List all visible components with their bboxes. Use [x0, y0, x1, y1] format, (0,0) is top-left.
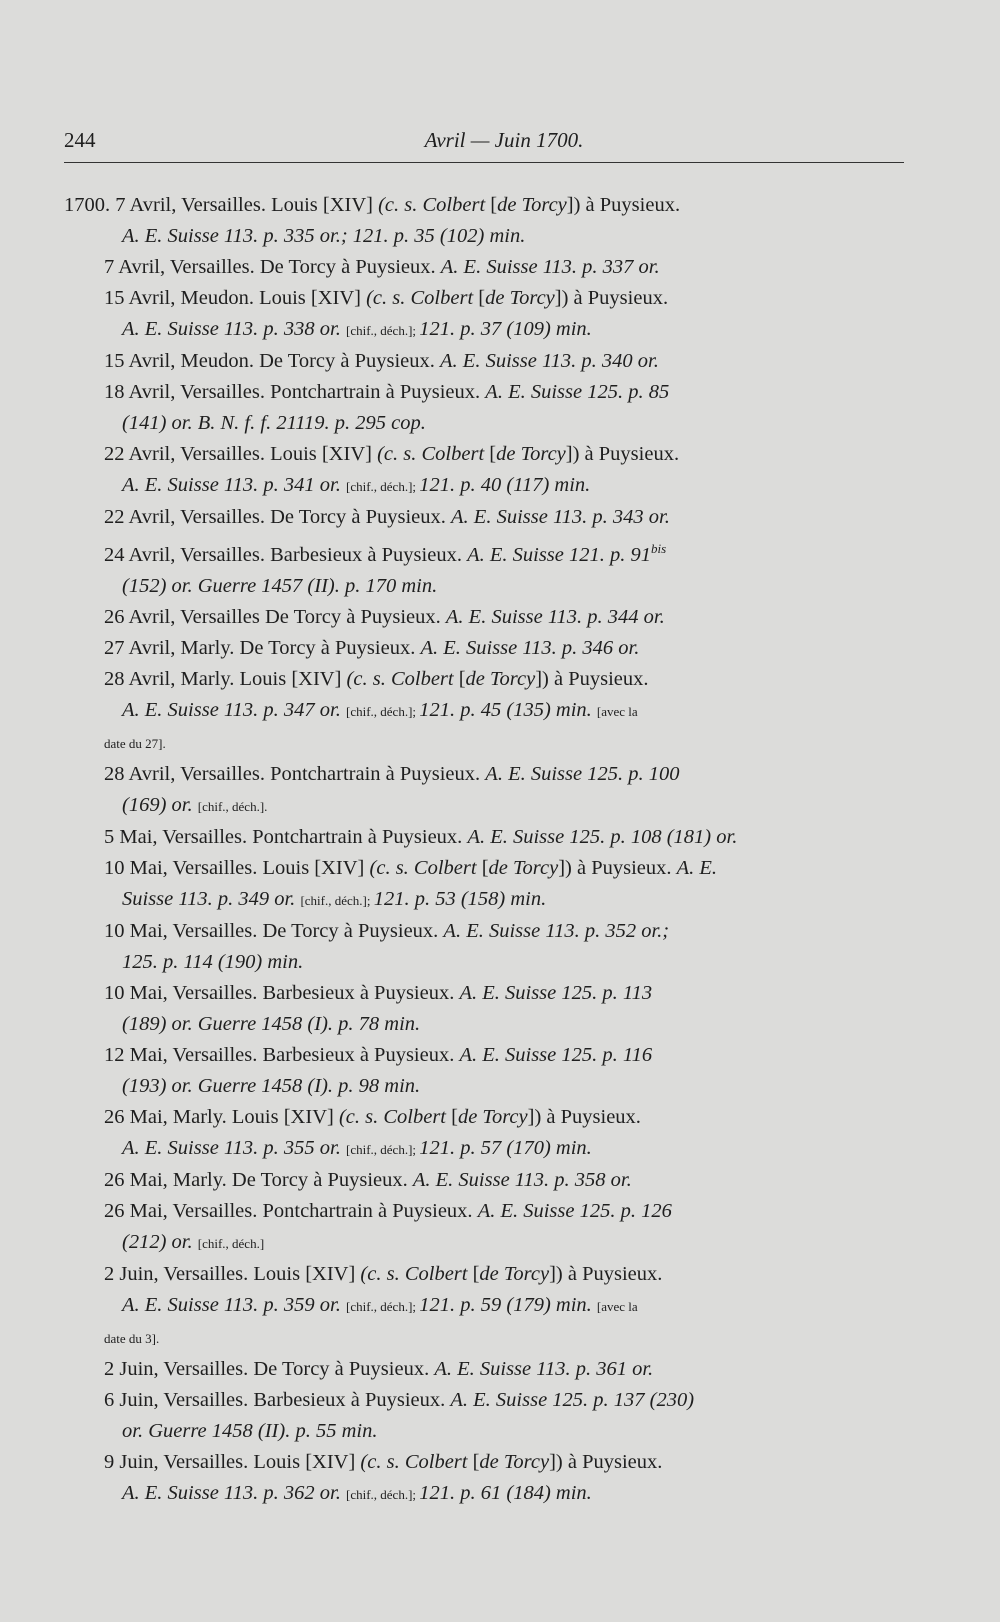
- citation-text: A. E. Suisse 113. p. 343 or.: [451, 506, 670, 528]
- entry-text: 15 Avril, Meudon. Louis [XIV]: [104, 287, 367, 309]
- calendar-entry: [64, 916, 904, 978]
- entry-text: 26 Mai, Versailles. Pontchartrain à Puysieux.: [104, 1199, 478, 1222]
- citation-text: 121. p. 61 (184) min.: [419, 1481, 592, 1504]
- entry-text: 10 Mai, Versailles. Louis [XIV]: [104, 856, 370, 879]
- citation-text: (c. s. Colbert: [366, 287, 479, 309]
- entry-continuation-line: [64, 947, 904, 978]
- entry-continuation-line: [64, 408, 904, 439]
- calendar-entry: [64, 602, 904, 633]
- entry-continuation-line: [64, 727, 904, 759]
- superscript: bis: [651, 541, 667, 556]
- entry-line: [64, 1196, 904, 1227]
- entry-text: 22 Avril, Versailles. Louis [XIV]: [104, 443, 378, 465]
- bracket-note: [chif., déch.];: [345, 703, 420, 719]
- running-title: Avril — Juin 1700.: [424, 128, 584, 152]
- citation-text: (c. s. Colbert: [360, 1450, 473, 1473]
- citation-text: de Torcy: [496, 443, 566, 465]
- citation-text: (152) or. Guerre 1457 (II). p. 170 min.: [122, 574, 438, 597]
- citation-text: A. E. Suisse 113. p. 340 or.: [440, 350, 659, 372]
- entry-line: [64, 1259, 904, 1290]
- citation-text: de Torcy: [485, 287, 555, 309]
- calendar-entry: [64, 1259, 904, 1354]
- entry-text: [: [490, 194, 498, 216]
- citation-text: A. E. Suisse 125. p. 113: [459, 981, 653, 1004]
- calendar-entry: [64, 346, 904, 377]
- calendar-entry: [64, 252, 904, 283]
- entry-line: [64, 1165, 904, 1196]
- entry-text: 10 Mai, Versailles. Barbesieux à Puysieux.: [104, 981, 460, 1004]
- entry-line: [64, 252, 904, 283]
- entry-line: [64, 190, 904, 221]
- citation-text: (189) or. Guerre 1458 (I). p. 78 min.: [122, 1012, 421, 1035]
- entry-continuation-line: [64, 790, 904, 822]
- entry-line: [64, 602, 904, 633]
- bracket-note: date du 27].: [104, 735, 166, 751]
- page-header: [64, 128, 904, 158]
- citation-text: A. E. Suisse 113. p. 362 or.: [122, 1481, 346, 1504]
- entry-list: [64, 190, 904, 1510]
- citation-text: 121. p. 45 (135) min.: [419, 698, 597, 721]
- entry-text: ]) à Puysieux.: [554, 287, 669, 309]
- calendar-entry: [64, 853, 904, 916]
- bracket-note: [chif., déch.];: [345, 1141, 420, 1157]
- bracket-note: [chif., déch.]: [197, 1235, 265, 1251]
- bracket-note: [avec la: [596, 703, 638, 719]
- entry-text: 2 Juin, Versailles. De Torcy à Puysieux.: [104, 1357, 435, 1380]
- entry-text: ]) à Puysieux.: [565, 443, 680, 465]
- entry-text: 7 Avril, Versailles. De Torcy à Puysieux.: [104, 256, 441, 278]
- entry-text: 2 Juin, Versailles. Louis [XIV]: [104, 1262, 361, 1285]
- bracket-note: [chif., déch.];: [345, 479, 420, 494]
- entry-line: [64, 633, 904, 664]
- entry-text: 18 Avril, Versailles. Pontchartrain à Puysieux.: [104, 381, 486, 403]
- citation-text: 121. p. 40 (117) min.: [419, 474, 591, 496]
- entry-text: 6 Juin, Versailles. Barbesieux à Puysieux.: [104, 1388, 451, 1411]
- entry-continuation-line: [64, 1133, 904, 1165]
- entry-text: 24 Avril, Versailles. Barbesieux à Puysieux.: [104, 543, 468, 566]
- citation-text: A. E. Suisse 125. p. 126: [477, 1199, 672, 1222]
- entry-line: [64, 1385, 904, 1416]
- entry-line: [64, 439, 904, 470]
- entry-line: [64, 346, 904, 377]
- entry-continuation-line: [64, 1227, 904, 1259]
- citation-text: 121. p. 57 (170) min.: [419, 1136, 592, 1159]
- calendar-entry: [64, 633, 904, 664]
- citation-text: de Torcy: [497, 194, 567, 216]
- entry-line: [64, 1354, 904, 1385]
- page-number: 244: [64, 128, 96, 152]
- entry-text: 9 Juin, Versailles. Louis [XIV]: [104, 1450, 361, 1473]
- citation-text: A. E. Suisse 113. p. 347 or.: [122, 698, 346, 721]
- entry-text: [: [489, 443, 497, 465]
- entry-text: [: [472, 1262, 480, 1285]
- entry-line: [64, 533, 904, 571]
- citation-text: de Torcy: [479, 1450, 550, 1473]
- calendar-entry: [64, 1385, 904, 1447]
- entry-text: ]) à Puysieux.: [535, 667, 649, 690]
- citation-text: (c. s. Colbert: [346, 667, 459, 690]
- entry-text: 5 Mai, Versailles. Pontchartrain à Puysieux.: [104, 825, 468, 848]
- entry-text: 28 Avril, Marly. Louis [XIV]: [104, 667, 347, 690]
- calendar-entry: [64, 283, 904, 346]
- entry-continuation-line: [64, 695, 904, 727]
- entry-text: ]) à Puysieux.: [566, 194, 681, 216]
- citation-text: A. E. Suisse 113. p. 341 or.: [122, 474, 346, 496]
- citation-text: A. E. Suisse 113. p. 352 or.;: [443, 919, 670, 942]
- citation-text: A. E. Suisse 113. p. 346 or.: [420, 636, 640, 659]
- bracket-note: [chif., déch.].: [197, 798, 268, 814]
- entry-text: 22 Avril, Versailles. De Torcy à Puysieux.: [104, 506, 452, 528]
- citation-text: A. E. Suisse 125. p. 100: [485, 762, 680, 785]
- entry-continuation-line: [64, 314, 904, 346]
- calendar-entry: [64, 377, 904, 439]
- calendar-entry: [64, 759, 904, 822]
- calendar-entry: [64, 1102, 904, 1165]
- citation-text: de Torcy: [465, 667, 536, 690]
- entry-continuation-line: [64, 1416, 904, 1447]
- entry-line: [64, 759, 904, 790]
- citation-text: A. E. Suisse 125. p. 116: [459, 1043, 653, 1066]
- entry-text: [: [451, 1105, 458, 1128]
- calendar-entry: [64, 822, 904, 853]
- entry-line: [64, 283, 904, 314]
- calendar-entry: [64, 533, 904, 602]
- entry-continuation-line: [64, 1290, 904, 1322]
- entry-text: 1700. 7 Avril, Versailles. Louis [XIV]: [64, 194, 379, 216]
- citation-text: de Torcy: [488, 856, 559, 879]
- citation-text: 125. p. 114 (190) min.: [122, 950, 304, 973]
- calendar-entry: [64, 978, 904, 1040]
- citation-text: A. E. Suisse 113. p. 344 or.: [445, 605, 665, 628]
- citation-text: de Torcy: [479, 1262, 550, 1285]
- citation-text: A. E. Suisse 113. p. 335 or.; 121. p. 35 (102) min.: [122, 225, 526, 247]
- calendar-entry: [64, 1040, 904, 1102]
- entry-text: 26 Avril, Versailles De Torcy à Puysieux.: [104, 605, 446, 628]
- entry-line: [64, 502, 904, 533]
- entry-continuation-line: [64, 1478, 904, 1510]
- entry-text: 27 Avril, Marly. De Torcy à Puysieux.: [104, 636, 421, 659]
- entry-text: 10 Mai, Versailles. De Torcy à Puysieux.: [104, 919, 444, 942]
- citation-text: A. E. Suisse 121. p. 91: [467, 543, 651, 566]
- citation-text: A. E. Suisse 125. p. 85: [485, 381, 670, 403]
- bracket-note: [chif., déch.];: [300, 892, 374, 908]
- citation-text: A. E. Suisse 113. p. 361 or.: [434, 1357, 654, 1380]
- entry-line: [64, 978, 904, 1009]
- citation-text: A. E. Suisse 113. p. 337 or.: [440, 256, 660, 278]
- entry-text: 12 Mai, Versailles. Barbesieux à Puysieux.: [104, 1043, 460, 1066]
- citation-text: A. E. Suisse 113. p. 338 or.: [122, 318, 346, 340]
- entry-text: ]) à Puysieux.: [527, 1105, 641, 1128]
- bracket-note: date du 3].: [104, 1330, 160, 1346]
- entry-continuation-line: [64, 1322, 904, 1354]
- citation-text: (141) or. B. N. f. f. 21119. p. 295 cop.: [122, 412, 426, 434]
- entry-continuation-line: [64, 571, 904, 602]
- calendar-entry: [64, 1165, 904, 1196]
- calendar-entry: [64, 502, 904, 533]
- citation-text: (c. s. Colbert: [369, 856, 482, 879]
- entry-continuation-line: [64, 884, 904, 916]
- entry-text: [: [458, 667, 466, 690]
- entry-continuation-line: [64, 470, 904, 502]
- citation-text: A. E.: [676, 856, 718, 879]
- entry-line: [64, 664, 904, 695]
- calendar-entry: [64, 1447, 904, 1510]
- bracket-note: [chif., déch.];: [345, 1298, 420, 1314]
- header-rule: [64, 162, 904, 163]
- entry-text: 26 Mai, Marly. Louis [XIV]: [104, 1105, 339, 1128]
- entry-line: [64, 822, 904, 853]
- entry-continuation-line: [64, 1071, 904, 1102]
- bracket-note: [chif., déch.];: [345, 1486, 420, 1502]
- citation-text: (169) or.: [122, 793, 198, 816]
- bracket-note: [chif., déch.];: [345, 323, 420, 338]
- entry-text: [: [472, 1450, 480, 1473]
- calendar-entry: [64, 1354, 904, 1385]
- citation-text: (193) or. Guerre 1458 (I). p. 98 min.: [122, 1074, 421, 1097]
- citation-text: A. E. Suisse 113. p. 359 or.: [122, 1293, 346, 1316]
- citation-text: 121. p. 59 (179) min.: [419, 1293, 597, 1316]
- entry-text: 26 Mai, Marly. De Torcy à Puysieux.: [104, 1168, 413, 1191]
- citation-text: 121. p. 53 (158) min.: [373, 887, 547, 910]
- entry-line: [64, 1040, 904, 1071]
- entry-line: [64, 1102, 904, 1133]
- entry-text: [: [478, 287, 486, 309]
- citation-text: (c. s. Colbert: [338, 1105, 452, 1128]
- citation-text: 121. p. 37 (109) min.: [419, 318, 592, 340]
- citation-text: Suisse 113. p. 349 or.: [122, 887, 301, 910]
- entry-text: 15 Avril, Meudon. De Torcy à Puysieux.: [104, 350, 441, 372]
- entry-text: ]) à Puysieux.: [558, 856, 677, 879]
- calendar-entry: [64, 190, 904, 252]
- entry-continuation-line: [64, 1009, 904, 1040]
- entry-continuation-line: [64, 221, 904, 252]
- entry-line: [64, 916, 904, 947]
- entry-line: [64, 1447, 904, 1478]
- citation-text: (c. s. Colbert: [378, 194, 491, 216]
- citation-text: (c. s. Colbert: [360, 1262, 473, 1285]
- bracket-note: [avec la: [596, 1298, 638, 1314]
- calendar-entry: [64, 439, 904, 502]
- entry-text: ]) à Puysieux.: [549, 1450, 663, 1473]
- entry-line: [64, 853, 904, 884]
- citation-text: A. E. Suisse 125. p. 137 (230): [450, 1388, 695, 1411]
- citation-text: de Torcy: [457, 1105, 528, 1128]
- citation-text: (212) or.: [122, 1230, 198, 1253]
- calendar-entry: [64, 1196, 904, 1259]
- entry-text: ]) à Puysieux.: [549, 1262, 663, 1285]
- calendar-entry: [64, 664, 904, 759]
- entry-line: [64, 377, 904, 408]
- citation-text: or. Guerre 1458 (II). p. 55 min.: [122, 1419, 378, 1442]
- citation-text: A. E. Suisse 113. p. 358 or.: [412, 1168, 632, 1191]
- entry-text: [: [481, 856, 489, 879]
- citation-text: A. E. Suisse 113. p. 355 or.: [122, 1136, 346, 1159]
- citation-text: A. E. Suisse 125. p. 108 (181) or.: [467, 825, 738, 848]
- entry-text: 28 Avril, Versailles. Pontchartrain à Puysieux.: [104, 762, 486, 785]
- citation-text: (c. s. Colbert: [377, 443, 490, 465]
